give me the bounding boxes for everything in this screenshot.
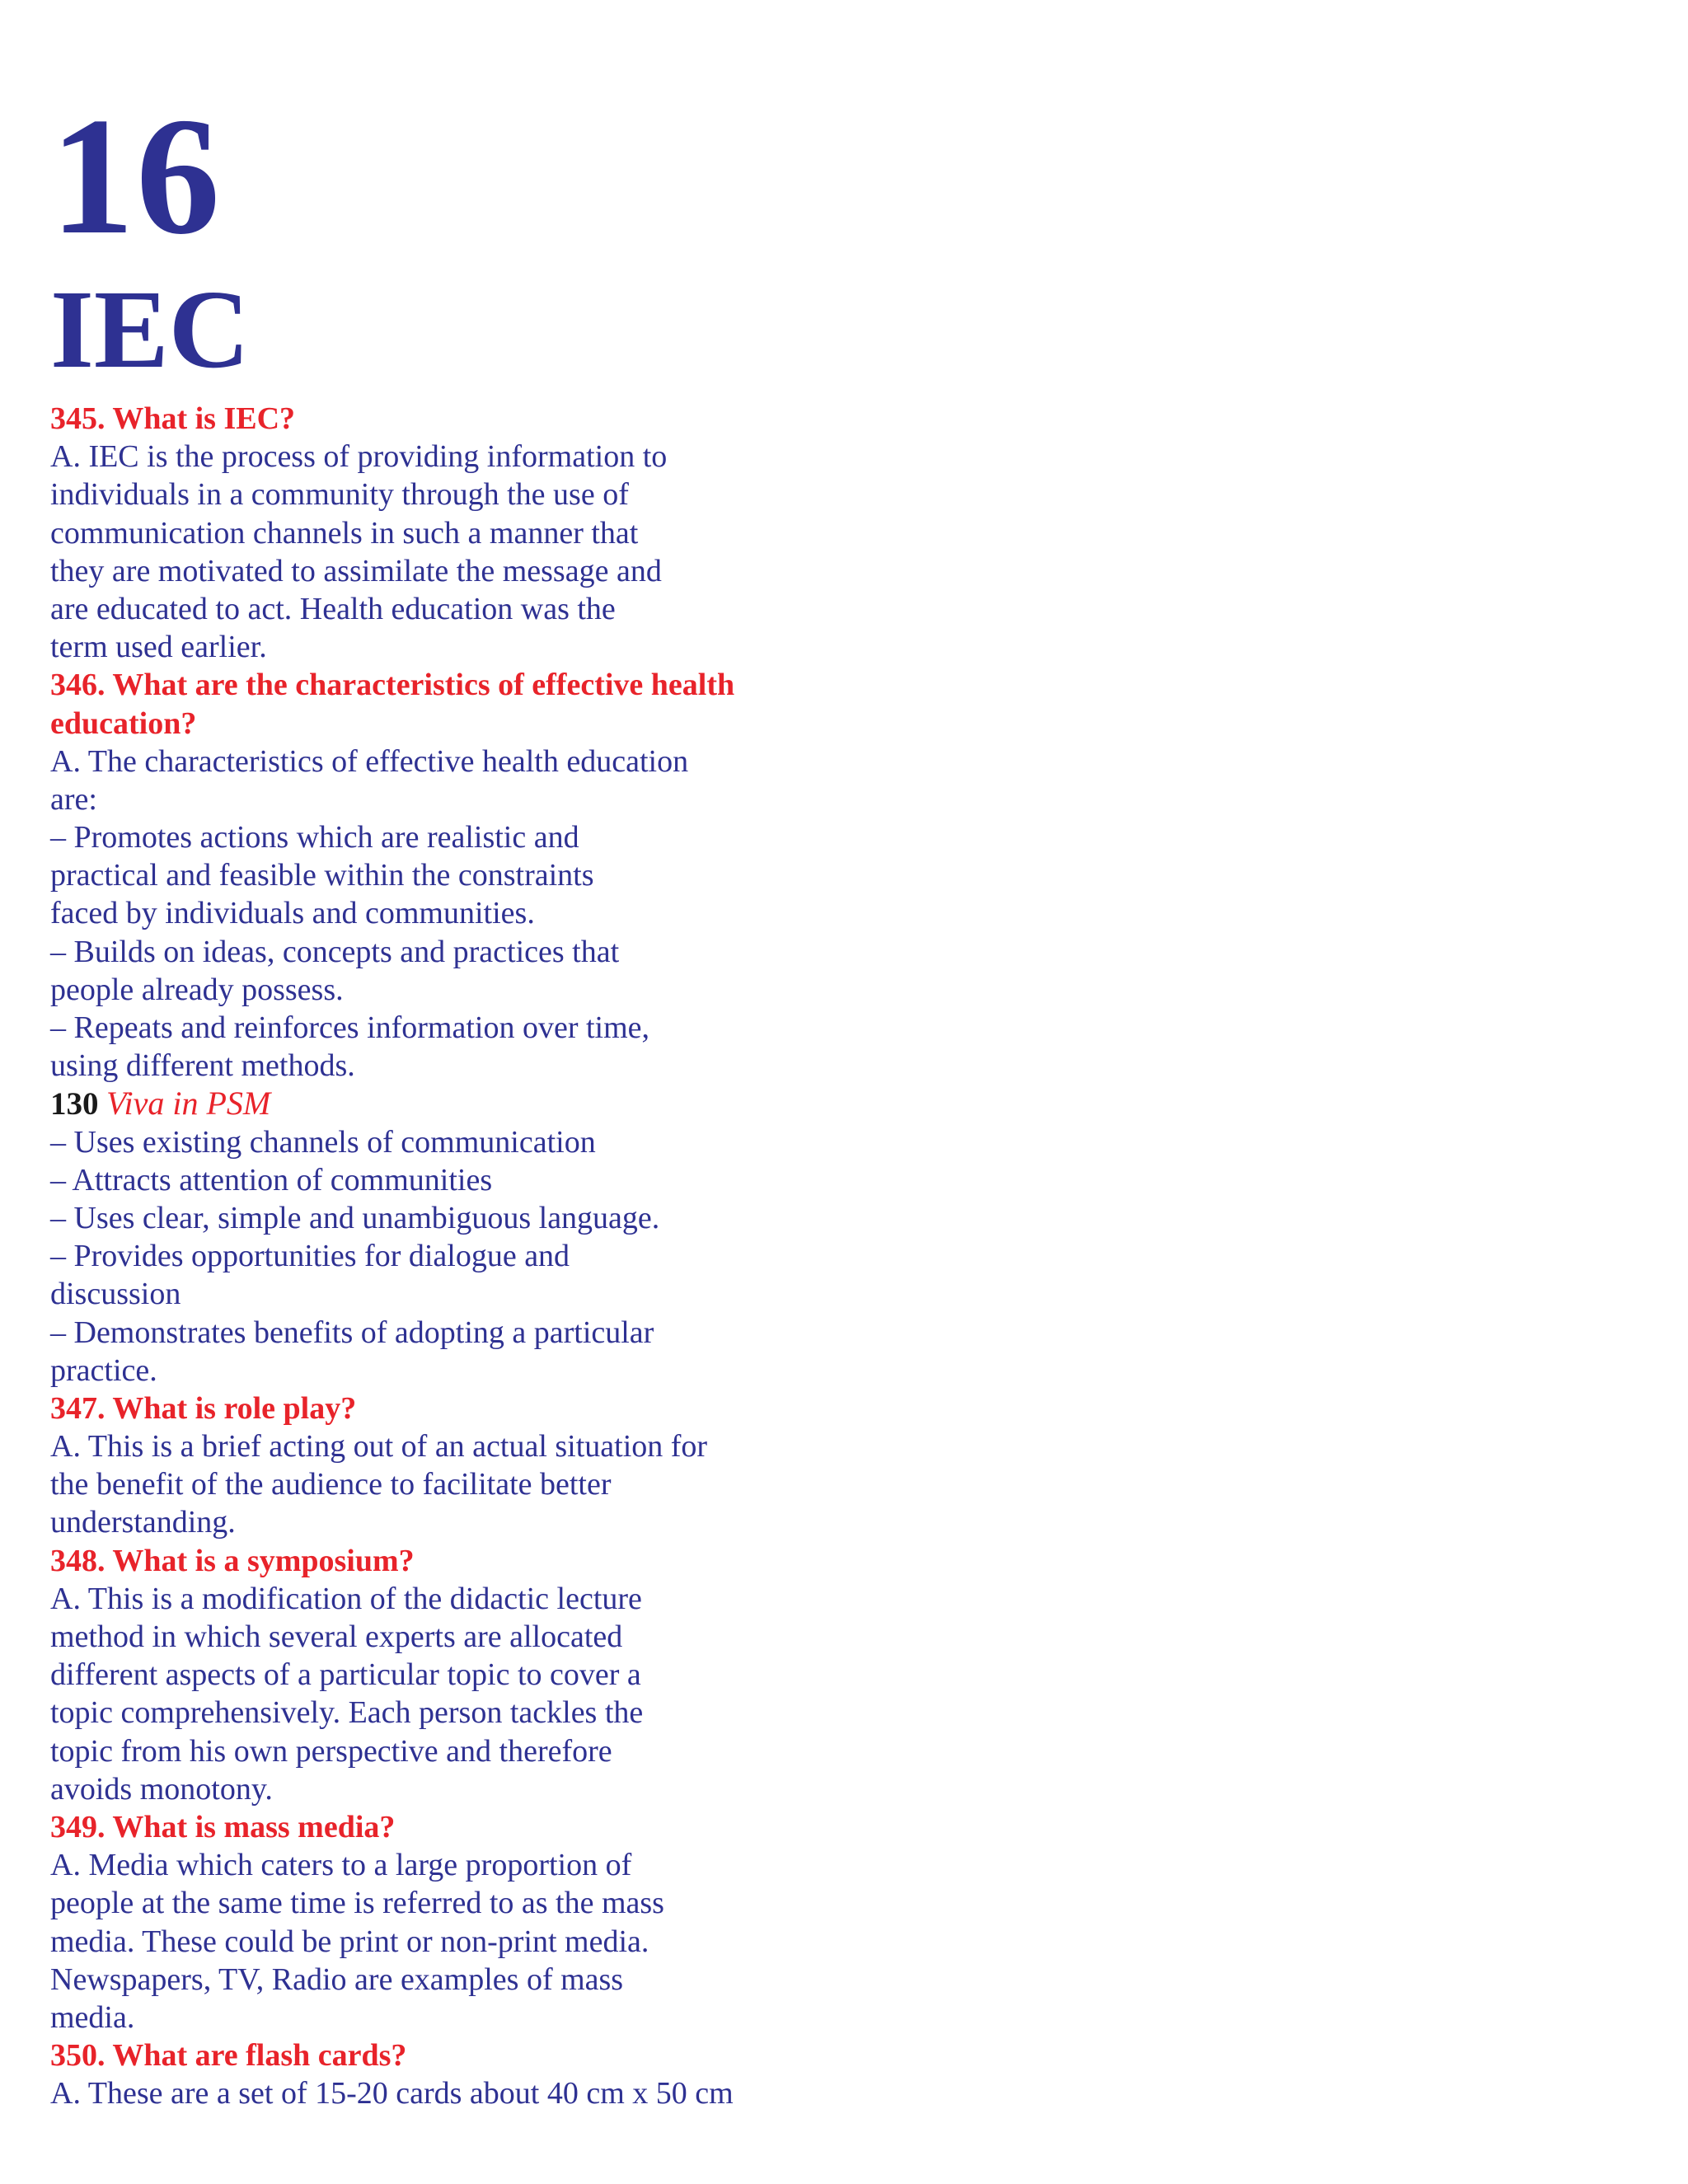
answer-line: Newspapers, TV, Radio are examples of mass	[50, 1961, 624, 1997]
answer-line: faced by individuals and communities.	[50, 896, 535, 931]
running-header	[50, 1085, 874, 1122]
answer-line: different aspects of a particular topic to cover a	[50, 1657, 641, 1693]
answer-line: understanding.	[50, 1505, 236, 1540]
question-line: 347. What is role play?	[50, 1390, 357, 1426]
answer-line: practical and feasible within the constraints	[50, 858, 594, 893]
qa-content	[50, 400, 874, 2112]
answer-line: A. These are a set of 15-20 cards about 40 cm x 50 cm	[50, 2076, 734, 2111]
answer-line: topic from his own perspective and therefore	[50, 1733, 612, 1769]
answer-line: – Uses clear, simple and unambiguous language.	[50, 1200, 660, 1235]
question-line: education?	[50, 705, 197, 741]
answer-line: media. These could be print or non-print media.	[50, 1924, 649, 1959]
page-number: 130	[50, 1086, 99, 1122]
answer-line: A. IEC is the process of providing information to	[50, 439, 668, 475]
book-title: Viva in PSM	[106, 1085, 271, 1122]
question-line: 349. What is mass media?	[50, 1809, 396, 1844]
question-line: 345. What is IEC?	[50, 401, 296, 436]
answer-line: method in which several experts are allocated	[50, 1619, 623, 1654]
answer-line: – Attracts attention of communities	[50, 1162, 493, 1197]
answer-line: communication channels in such a manner that	[50, 515, 639, 551]
chapter-title: IEC	[50, 268, 250, 391]
answer-line: are educated to act. Health education was the	[50, 591, 616, 626]
chapter-number: 16	[50, 83, 222, 269]
answer-line: – Uses existing channels of communication	[50, 1124, 596, 1160]
answer-line: the benefit of the audience to facilitate better	[50, 1467, 612, 1502]
answer-line: A. This is a modification of the didactic lecture	[50, 1581, 642, 1616]
answer-line: A. The characteristics of effective health education	[50, 743, 689, 779]
answer-line: avoids monotony.	[50, 1771, 273, 1807]
answer-line: they are motivated to assimilate the message and	[50, 553, 662, 588]
answer-line: individuals in a community through the use of	[50, 477, 629, 513]
question-line: 346. What are the characteristics of effective health	[50, 668, 735, 703]
question-line: 348. What is a symposium?	[50, 1543, 415, 1578]
answer-line: people already possess.	[50, 972, 344, 1007]
answer-line: term used earlier.	[50, 630, 267, 665]
answer-line: – Provides opportunities for dialogue and	[50, 1239, 570, 1274]
answer-line: A. Media which caters to a large proportion of	[50, 1848, 632, 1883]
answer-line: are:	[50, 781, 97, 817]
document-page	[50, 0, 874, 2112]
answer-line: people at the same time is referred to as the mass	[50, 1886, 664, 1921]
question-line: 350. What are flash cards?	[50, 2038, 407, 2074]
answer-line: – Demonstrates benefits of adopting a particular	[50, 1315, 654, 1350]
answer-line: – Promotes actions which are realistic and	[50, 820, 579, 855]
answer-line: – Repeats and reinforces information over time,	[50, 1010, 650, 1045]
answer-line: discussion	[50, 1277, 181, 1312]
answer-line: practice.	[50, 1352, 157, 1388]
answer-line: topic comprehensively. Each person tackles the	[50, 1695, 644, 1731]
answer-line: media.	[50, 1999, 135, 2035]
answer-line: A. This is a brief acting out of an actual situation for	[50, 1429, 708, 1465]
answer-line: using different methods.	[50, 1048, 355, 1084]
answer-line: – Builds on ideas, concepts and practices that	[50, 934, 620, 969]
